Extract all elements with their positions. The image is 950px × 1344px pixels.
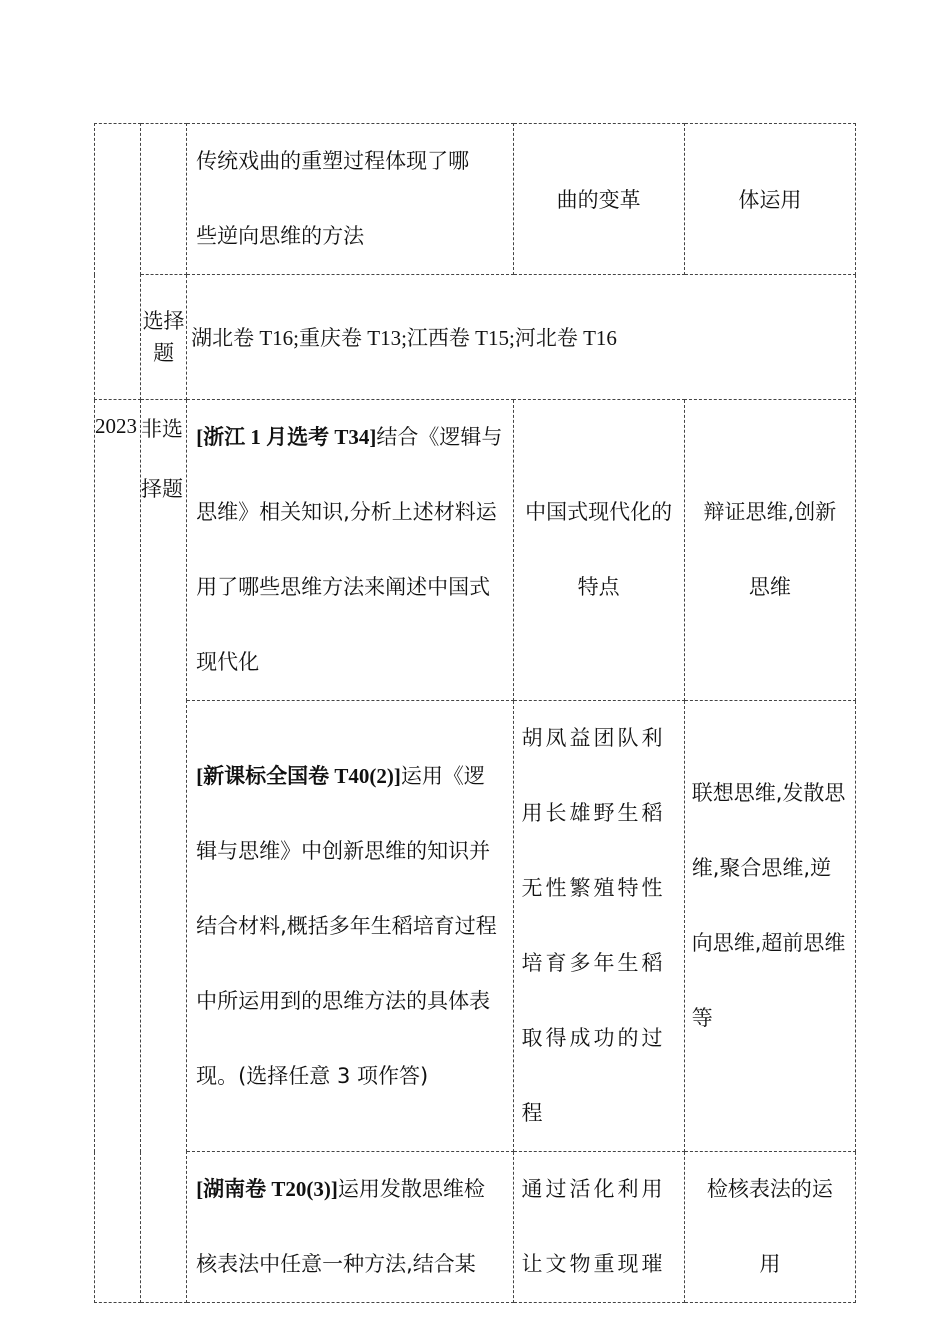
question-cell [187, 1152, 513, 1303]
selection-list: 湖北卷 T16;重庆卷 T13;江西卷 T15;河北卷 T16 [191, 326, 617, 350]
type-cell-empty [141, 124, 187, 275]
question-line: 传统戏曲的重塑过程体现了哪 [196, 149, 470, 173]
question-source: [湖南卷 T20(3)] [196, 1177, 338, 1201]
table-row [95, 400, 856, 701]
type-label-wrap [141, 400, 186, 504]
question-cell [187, 124, 513, 275]
question-cell [187, 400, 513, 701]
exam-table [94, 123, 856, 1303]
table-row [95, 701, 856, 1152]
material-text: 中国式现代化的特点 [525, 500, 673, 599]
points-cell [684, 701, 855, 1152]
question-text: 运用发散思维检核表法中任意一种方法,结合某 [196, 1177, 485, 1276]
type-label: 非选 [141, 417, 184, 441]
material-cell [513, 1152, 684, 1303]
table-row [95, 275, 856, 400]
points-cell [684, 1152, 855, 1303]
year-cell [95, 400, 141, 1303]
year-cell-empty [95, 124, 141, 400]
type-label: 题 [153, 341, 175, 365]
question-text: 结合《逻辑与思维》相关知识,分析上述材料运用了哪些思维方法来阐述中国式现代化 [196, 425, 503, 674]
question-source: [浙江 1 月选考 T34] [196, 425, 377, 449]
question-source: [新课标全国卷 T40(2)] [196, 763, 401, 788]
points-cell [684, 400, 855, 701]
material-cell [513, 400, 684, 701]
type-label: 择题 [141, 477, 184, 501]
question-cell [187, 701, 513, 1152]
material-text: 曲的变革 [556, 188, 641, 212]
points-text: 辩证思维,创新思维 [703, 500, 837, 599]
table-row [95, 1152, 856, 1303]
question-line: 些逆向思维的方法 [196, 224, 365, 248]
type-cell [141, 400, 187, 1303]
points-text: 联想思维,发散思维,聚合思维,逆向思维,超前思维等 [691, 781, 846, 1030]
year-label: 2023 [95, 414, 137, 438]
points-text: 体运用 [738, 188, 802, 212]
material-text: 胡凤益团队利用长雄野生稻无性繁殖特性培育多年生稻取得成功的过程 [521, 726, 666, 1125]
material-text: 通过活化利用让文物重现璀 [521, 1177, 666, 1276]
type-label: 选择 [142, 309, 185, 333]
type-cell [141, 275, 187, 400]
points-cell [684, 124, 855, 275]
table-row [95, 124, 856, 275]
selection-list-cell [187, 275, 856, 400]
material-cell [513, 124, 684, 275]
question-text: 运用《逻辑与思维》中创新思维的知识并结合材料,概括多年生稻培育过程中所运用到的思维方法的具体表现。(选择任意 3 项作答) [196, 763, 497, 1088]
points-text: 检核表法的运用 [706, 1177, 833, 1276]
material-cell [513, 701, 684, 1152]
